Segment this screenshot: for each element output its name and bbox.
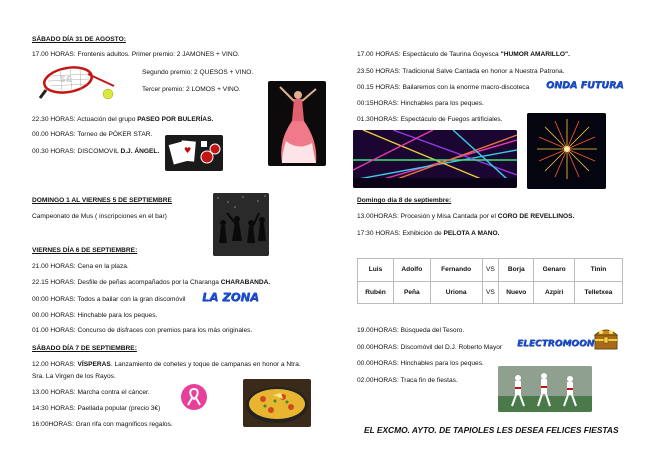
player-cell: Rubén [358, 281, 394, 304]
schedule-line: 22.15 HORAS: Desfile de peñas acompañados por la Charanga CHARABANDA. [32, 279, 271, 286]
heading-viernes-6: VIERNES DÍA 6 DE SEPTIEMBRE: [32, 247, 138, 254]
schedule-line: 00.00 HORAS: Hinchable para los peques. [32, 312, 158, 319]
schedule-line: 22.30 HORAS: Actuación del grupo PASEO POR BULERÍAS. [32, 116, 214, 123]
table-row [358, 281, 623, 304]
coro-label: CORO DE REVELLINOS. [497, 213, 575, 220]
player-cell: Adolfo [394, 259, 431, 282]
schedule-line: 19.00HORAS: Búsqueda del Tesoro. [357, 327, 465, 334]
table-row [358, 259, 623, 282]
closing-message: EL EXCMO. AYTO. DE TAPIOLES LES DESEA FELICES FIESTAS [364, 425, 619, 435]
schedule-line: Tercer premio: 2 LOMOS + VINO. [142, 86, 241, 93]
schedule-line: 01.00 HORAS: Concurso de disfraces con premios para los más originales. [32, 327, 253, 334]
schedule-line: 01.30HORAS: Espectáculo de Fuegos artificiales. [357, 116, 503, 123]
schedule-line: 00.00HORAS: Hinchables para los peques. [357, 360, 484, 367]
vs-cell: VS [482, 259, 498, 282]
player-cell: Nuevo [499, 281, 534, 304]
heading-domingo-8: Domingo día 8 de septiembre: [357, 197, 452, 204]
pelota-match-table [357, 258, 623, 304]
schedule-line: Sra. La Virgen de los Rayos. [32, 373, 116, 380]
heading-domingo-1: DOMINGO 1 AL VIERNES 5 DE SEPTIEMBRE [32, 197, 172, 204]
poker-image [165, 135, 223, 171]
player-cell: Tinin [574, 259, 622, 282]
schedule-line: 02.00HORAS: Traca fin de fiestas. [357, 377, 458, 384]
schedule-line: 00.00 HORAS: Torneo de PÓKER STAR. [32, 131, 153, 138]
pelota-label: PELOTA A MANO. [443, 230, 500, 237]
heading-sabado-31: SÁBADO DÍA 31 DE AGOSTO: [32, 36, 126, 43]
pelota-players-image [498, 366, 592, 412]
svg-text:♥: ♥ [184, 146, 192, 155]
player-cell: Luis [358, 259, 394, 282]
schedule-line: 23.50 HORAS: Tradicional Salve Cantada en honor a Nuestra Patrona. [357, 68, 565, 75]
schedule-line: 12.00 HORAS: VÍSPERAS. Lanzamiento de cohetes y toque de campanas en honor a Ntra. [32, 361, 301, 368]
player-cell: Azpiri [534, 281, 574, 304]
electromoon-logo: ELECTROMOON [517, 339, 595, 349]
humor-amarillo-label: "HUMOR AMARILLO". [500, 51, 570, 58]
schedule-line: 00:00 HORAS: Todos a bailar con la gran discomóvil [32, 296, 186, 303]
schedule-line: 13.00HORAS: Procesión y Misa Cantada por el CORO DE REVELLINOS. [357, 213, 575, 220]
pink-ribbon-icon [180, 383, 208, 411]
player-cell: Telletxea [574, 281, 622, 304]
onda-futura-logo: ONDA FUTURA [546, 80, 624, 91]
charanga-name: CHARABANDA. [220, 279, 271, 286]
group-name: PASEO POR BULERÍAS. [137, 116, 214, 123]
svg-text:S&: S& [60, 75, 73, 84]
player-cell: Genaro [534, 259, 574, 282]
laser-disco-image [353, 130, 517, 188]
schedule-line: 16:00HORAS: Gran rifa con magníficos regalos. [32, 421, 173, 428]
paella-image [243, 379, 311, 427]
la-zona-logo: LA ZONA [202, 290, 259, 304]
fireworks-image [527, 113, 606, 189]
treasure-chest-icon [592, 323, 620, 353]
player-cell: Peña [394, 281, 431, 304]
schedule-line: 14:30 HORAS: Paellada popular (precio 3€) [32, 405, 161, 412]
player-cell: Borja [499, 259, 534, 282]
schedule-line: 17.00 HORAS: Espectáculo de Taurina Goyesca "HUMOR AMARILLO". [357, 51, 570, 58]
schedule-line: 17:30 HORAS: Exhibición de PELOTA A MANO. [357, 230, 500, 237]
schedule-line: 00:15HORAS: Hinchables para los peques. [357, 100, 484, 107]
player-cell: Uriona [430, 281, 482, 304]
schedule-line: 17.00 HORAS: Frontenis adultos. Primer premio: 2 JAMONES + VINO. [32, 51, 240, 58]
dj-name: D.J. ÁNGEL. [120, 148, 160, 155]
dancers-silhouette-image [213, 193, 269, 256]
tennis-racket-image [38, 64, 118, 104]
schedule-line: 00.15 HORAS: Bailaremos con la enorme macro-discoteca [357, 84, 530, 91]
visperas-label: VÍSPERAS [77, 361, 111, 368]
schedule-line: 00.00HORAS: Discomóvil del D.J. Roberto Mayor [357, 344, 503, 351]
schedule-line: Campeonato de Mus ( inscripciones en el bar) [32, 213, 167, 220]
heading-sabado-7: SÁBADO DÍA 7 DE SEPTIEMBRE: [32, 345, 137, 352]
schedule-line: 21.00 HORAS: Cena en la plaza. [32, 263, 129, 270]
flamenco-dancer-image [268, 81, 326, 166]
player-cell: Fernando [430, 259, 482, 282]
vs-cell: VS [482, 281, 498, 304]
schedule-line: 00.30 HORAS: DISCOMOVIL D.J. ÁNGEL. [32, 148, 160, 155]
schedule-line: 13.00 HORAS: Marcha contra el cáncer. [32, 389, 150, 396]
schedule-line: Segundo premio: 2 QUESOS + VINO. [142, 69, 254, 76]
